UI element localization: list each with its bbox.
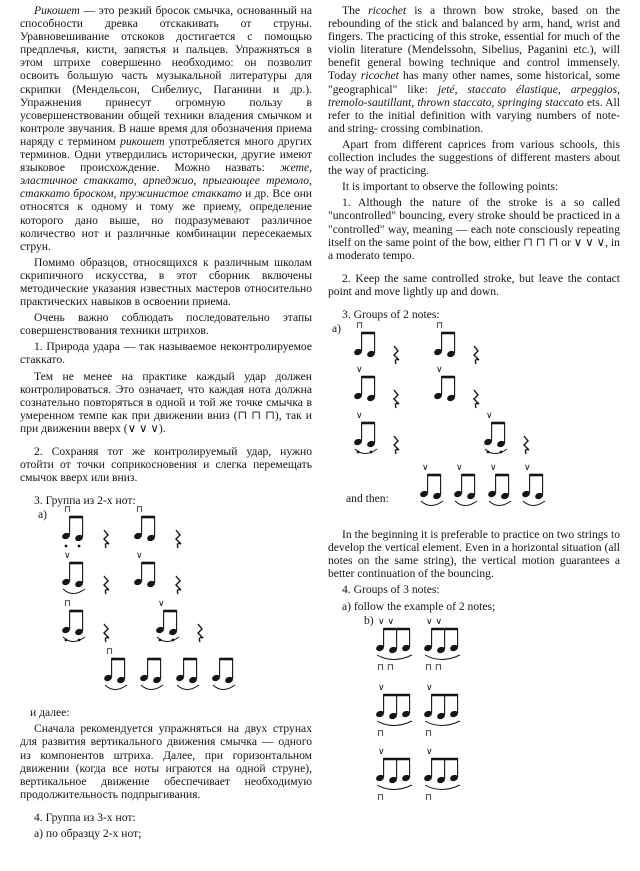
staccato-dot — [487, 451, 490, 454]
bow-mark: ∨ — [436, 365, 443, 376]
bow-mark-bottom: ⊓ — [377, 792, 385, 803]
slur — [177, 685, 199, 690]
notation-then-row: и далее: — [30, 706, 70, 720]
schools-paragraph: Помимо образцов, относящихся к различным школам скрипичного искусства, в этот сборник включены методические указания известных мастеров относительно практических навыков в освоении приема. — [20, 255, 312, 309]
up-bow-symbols: ∨ ∨ ∨ — [127, 421, 159, 435]
bow-mark: ∨ — [426, 746, 433, 757]
note-group — [155, 599, 179, 642]
bow-mark-bottom: ⊓ — [425, 792, 433, 803]
staccato-dot — [357, 451, 360, 454]
bow-mark-bottom: ⊓ — [425, 728, 433, 739]
slur — [425, 721, 460, 726]
staccato-dot — [78, 545, 81, 548]
bow-mark: ⊓ — [106, 647, 114, 658]
note-group — [521, 463, 545, 506]
bow-mark-bottom: ⊓ — [377, 728, 385, 739]
rest-icon — [104, 530, 109, 548]
observe-paragraph-en: It is important to observe the following points: — [342, 180, 559, 194]
note-group — [133, 551, 156, 588]
slur — [377, 655, 412, 660]
bow-mark: ∨ — [422, 463, 429, 474]
section-3-heading: 3. Группа из 2-х нот: — [34, 494, 136, 508]
english-column — [328, 4, 620, 836]
bow-mark: ∨ — [524, 463, 531, 474]
section-4a: а) по образцу 2-х нот; — [34, 827, 142, 841]
bow-mark: ∨ — [486, 411, 493, 422]
note-group — [353, 411, 377, 454]
bow-mark: ⊓ — [436, 321, 444, 332]
note-group — [423, 617, 460, 673]
note-group — [353, 365, 376, 402]
bow-mark: ∨ — [378, 682, 385, 693]
two-strings-paragraph: Сначала рекомендуется упражняться на двух струнах для развития вертикального движения смычка — одного из компонентов штриха. Далее, при горизонтальном движении (когда все ноты играются на одной струне), вертикальное движение обеспечивает необходимую продолжительность подпрыгивания. — [20, 722, 312, 801]
slur — [377, 721, 412, 726]
rest-icon — [474, 346, 479, 364]
section-4-heading-en: 4. Groups of 3 notes: — [342, 583, 440, 597]
note-group — [433, 365, 456, 402]
rest-icon — [104, 576, 109, 594]
notation-example-2-notes-en: a) ⊓ ⊓ ∨ ∨ ∨ ∨ ∨ ∨ ∨ ∨ and then: — [328, 324, 620, 528]
point-1: 1. Природа удара — так называемое неконтролируемое стаккато. — [20, 340, 312, 367]
slur — [425, 655, 460, 660]
slur — [63, 589, 85, 594]
rest-icon — [524, 436, 529, 454]
point-1-en: 1. Although the nature of the stroke is a so called "uncontrolled" bouncing, every stroke should be practiced in a "controlled" way, meaning — each note consciously repeating itself on the same point of the bow, either ⊓ ⊓ ⊓ or ∨ ∨ ∨, in a moderato tempo. — [328, 196, 620, 262]
bow-mark: ∨ ∨ — [426, 616, 443, 627]
rest-icon — [104, 624, 109, 642]
note-group — [423, 683, 460, 739]
slur — [523, 501, 545, 506]
bow-mark: ∨ — [356, 365, 363, 376]
music-notation — [20, 505, 312, 692]
rest-icon — [474, 390, 479, 408]
slur — [105, 685, 127, 690]
bow-mark: ⊓ — [64, 599, 72, 610]
rest-icon — [394, 346, 399, 364]
slur — [213, 685, 235, 690]
bow-mark: ⊓ — [356, 321, 364, 332]
note-group — [375, 747, 412, 803]
slur — [421, 501, 443, 506]
down-bow-symbols-en: ⊓ ⊓ ⊓ — [523, 235, 559, 249]
rest-icon — [394, 390, 399, 408]
two-strings-paragraph-en: In the beginning it is preferable to practice on two strings to develop the vertical element. Even in a horizontal situation (all notes on the same string), the vertical motion guarantees a better continuation of the bouncing. — [328, 528, 620, 581]
rest-icon — [176, 576, 181, 594]
bow-mark: ∨ ∨ — [378, 616, 395, 627]
note-group — [483, 411, 507, 454]
note-group — [175, 658, 199, 690]
intro-paragraph-en: The ricochet is a thrown bow stroke, based on the rebounding of the stick and balanced by arm, hand, wrist and fingers. The practicing of this stroke, essential for much of the violin literature (Mendelssohn, Sibelius, Paganini etc.), will benefit general bowing technique and control immensely. Today ricochet has many other names, some historical, some "geographical" like: jeté, staccato élastique, arpeggios, tremolo-sautillant, thrown staccato, springing staccato ets. All refer to the initial definition with varying numbers of note- and string- crossing combination. — [328, 4, 620, 135]
note-group — [133, 505, 156, 542]
staccato-dot — [78, 639, 81, 642]
slur — [489, 501, 511, 506]
note-group — [433, 321, 456, 358]
staccato-dot — [370, 451, 373, 454]
note-group — [423, 747, 460, 803]
term-ricochet: Рикошет — [34, 4, 80, 17]
note-group — [487, 463, 511, 506]
bow-mark: ∨ — [490, 463, 497, 474]
down-bow-symbols: ⊓ ⊓ ⊓ — [237, 408, 275, 422]
control-paragraph: Тем не менее на практике каждый удар должен контролироваться. Это означает, что каждая нота должна сознательно повторяться в одной и той же точке смычка в умеренном темпе как при движении вниз (⊓ ⊓ ⊓), так и при движении вверх (∨ ∨ ∨). — [20, 369, 313, 435]
point-2: 2. Сохраняя тот же контролируемый удар, нужно отойти от точки соприкосновения и слегка перемещать смычок вверх или вниз. — [20, 445, 312, 485]
bow-mark: ∨ — [378, 746, 385, 757]
staccato-dot — [500, 451, 503, 454]
point-2-en: 2. Keep the same controlled stroke, but leave the contact point and move lightly up and down. — [328, 271, 620, 298]
bow-mark-bottom: ⊓ ⊓ — [377, 662, 394, 673]
rest-icon — [176, 530, 181, 548]
notation-example-3-notes-en: b) ∨ ∨ ⊓ ⊓ ∨ ∨ ⊓ ⊓ ∨ ⊓ ∨ ⊓ ∨ ⊓ ∨ ⊓ — [328, 616, 620, 836]
bow-mark: ∨ — [426, 682, 433, 693]
slur — [425, 785, 460, 790]
note-group — [61, 599, 85, 642]
bow-mark: ∨ — [136, 551, 143, 562]
up-bow-symbols-en: ∨ ∨ ∨ — [573, 235, 606, 249]
music-notation-3-en — [328, 616, 620, 836]
section-4a-en: a) follow the example of 2 notes; — [342, 599, 496, 613]
slur — [455, 501, 477, 506]
russian-column — [20, 4, 312, 843]
bow-mark: ∨ — [456, 463, 463, 474]
bow-mark: ⊓ — [136, 505, 144, 516]
note-group — [353, 321, 376, 358]
note-group — [375, 617, 412, 673]
slur — [377, 785, 412, 790]
stages-paragraph: Очень важно соблюдать последовательно этапы совершенствования техники штрихов. — [20, 311, 312, 338]
bow-mark-bottom: ⊓ ⊓ — [425, 662, 442, 673]
bow-mark: ∨ — [64, 551, 71, 562]
note-group — [375, 683, 412, 739]
intro-paragraph: Рикошет — это резкий бросок смычка, основанный на способности древка отскакивать от струны. Уравновешивание отскоков достигается с помощью предплечья, кисти, запястья и пальцев. Упражняться в этом штрихе совершенно необходимо: он позволит освоить большую часть музыкальной литературы для скрипки (Мендельсон, Сибелиус, Паганини и др.). Упражнения принесут огромную пользу в усовершенствовании общей техники владения смычком и контроле звучания. В наше время для обозначения приема наряду с термином рикошет употребляется много других терминов. Одни утвердились исторически, другие имеют языковое происхождение. Можно назвать: жете, эластичное стаккато, арпеджио, прыгающее тремоло, стаккато броском, пружинистое стаккато и др. Все они относятся к одному и тому же приему, определение которого дано выше, но подразумевают различное количество нот и различные комбинации пересекаемых струн. — [20, 4, 313, 253]
bow-mark: ∨ — [158, 599, 165, 610]
schools-paragraph-en: Apart from different caprices from various schools, this collection includes the suggestions of different masters about the way of practicing. — [328, 137, 620, 178]
slur — [141, 685, 163, 690]
staccato-dot — [172, 639, 175, 642]
note-group — [103, 647, 127, 690]
section-3-heading-en: 3. Groups of 2 notes: — [342, 307, 440, 321]
staccato-dot — [65, 639, 68, 642]
bow-mark: ∨ — [356, 411, 363, 422]
notation-example-2-notes: а) ⊓ ⊓ ∨ ∨ ⊓ ∨ ⊓ — [20, 510, 312, 692]
note-group — [139, 658, 163, 690]
bow-mark: ⊓ — [64, 505, 72, 516]
note-group — [211, 658, 235, 690]
note-group — [419, 463, 443, 506]
note-group — [453, 463, 477, 506]
staccato-dot — [65, 545, 68, 548]
staccato-dot — [159, 639, 162, 642]
rest-icon — [198, 624, 203, 642]
note-group — [61, 551, 85, 594]
note-group — [61, 505, 84, 547]
section-4-heading: 4. Группа из 3-х нот: — [34, 810, 136, 824]
rest-icon — [394, 436, 399, 454]
